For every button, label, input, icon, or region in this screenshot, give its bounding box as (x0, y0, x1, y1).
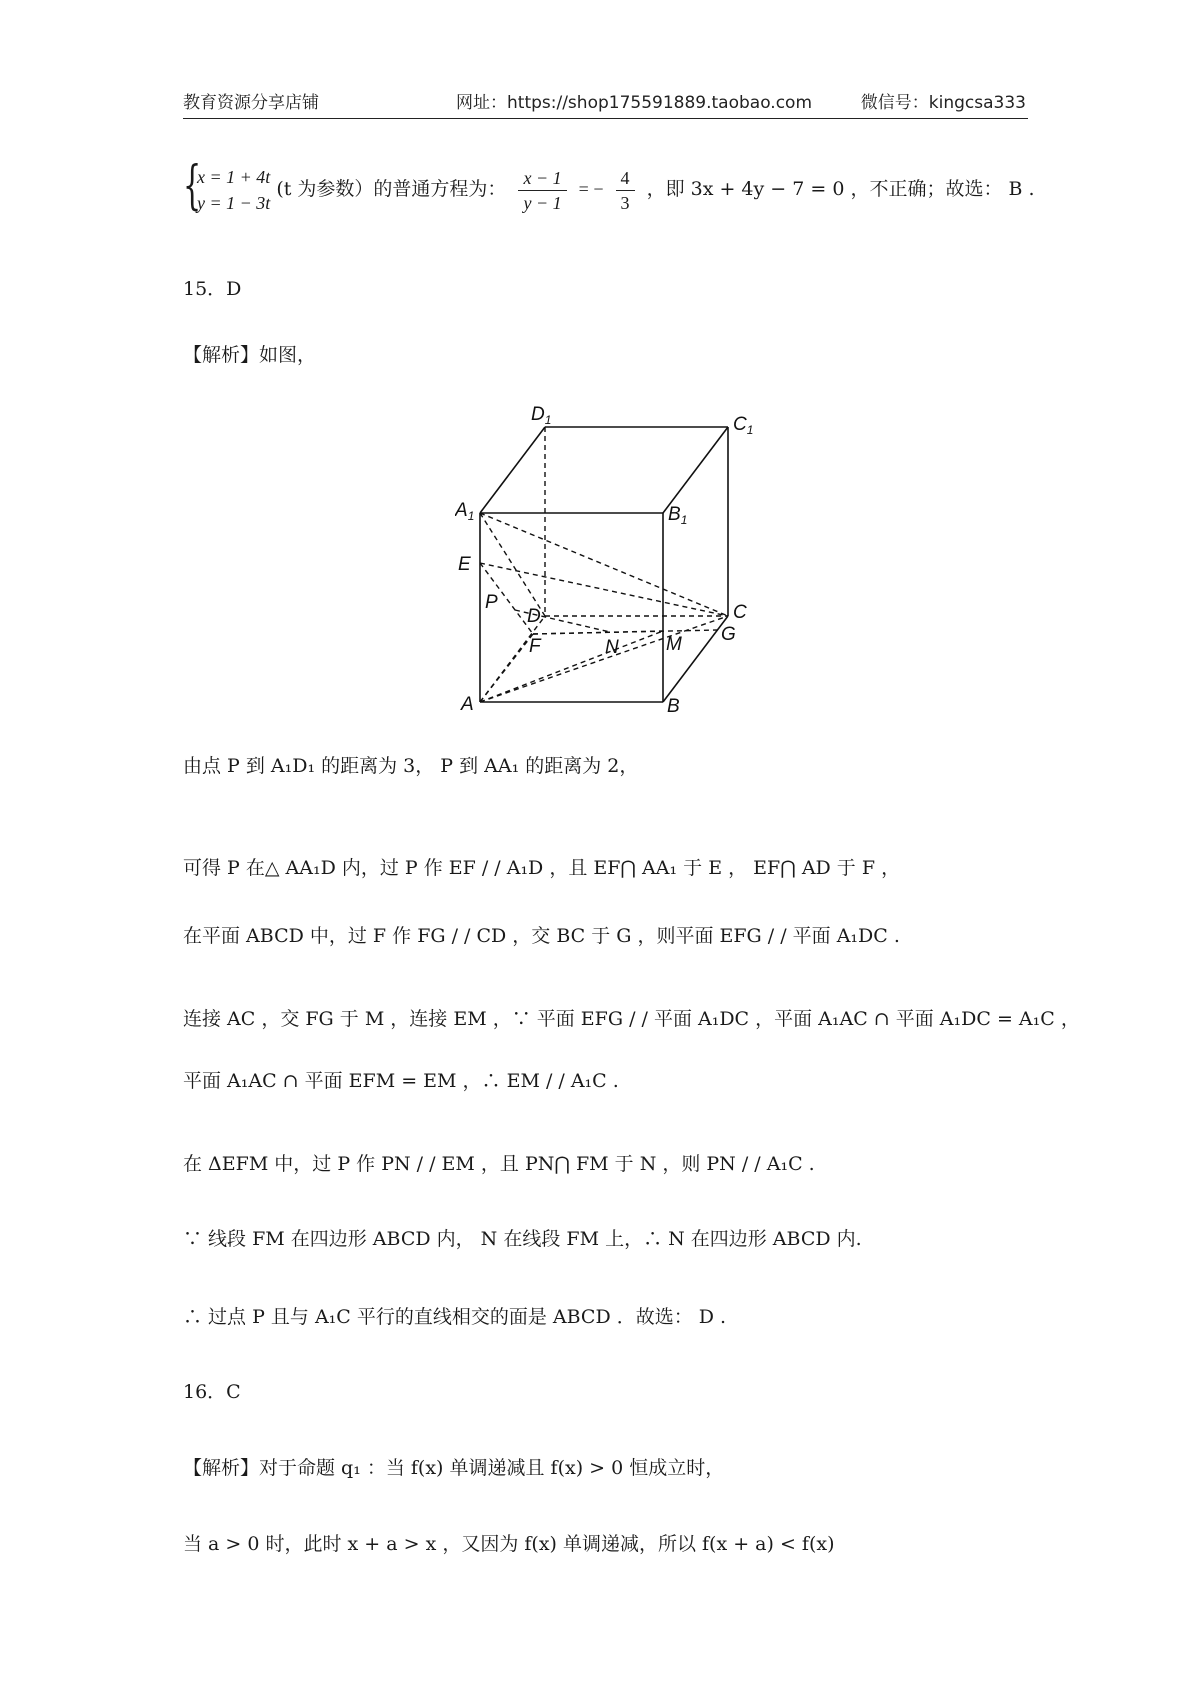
fraction-xy (518, 166, 566, 215)
fraction-four-thirds (616, 166, 635, 215)
label-N: N (605, 637, 619, 658)
label-F: F (529, 636, 541, 657)
label-D: D (527, 606, 541, 627)
label-P: P (485, 592, 498, 613)
fraction2-denominator: 3 (620, 192, 630, 213)
header-wechat: 微信号：kingcsa333 (860, 93, 1026, 113)
header-url[interactable]: 网址：https://shop175591889.taobao.com (456, 93, 813, 113)
equals-minus: = − (578, 179, 604, 199)
label-D1: $D_1$ (531, 404, 552, 427)
solution-line-2: 可得 P 在△ AA₁D 内，过 P 作 EF / / A₁D ，且 EF⋂ AA₁ 于 E ， EF⋂ AD 于 F ， (183, 857, 901, 879)
solution-line-8: ∴ 过点 P 且与 A₁C 平行的直线相交的面是 ABCD ．故选： D . (183, 1306, 727, 1328)
analysis-16-line-1: 【解析】对于命题 q₁ ：当 f(x) 单调递减且 f(x) > 0 恒成立时， (183, 1457, 725, 1479)
param-note: (t 为参数）的普通方程为： (276, 178, 507, 200)
question-15-answer: 15．D (183, 278, 242, 300)
label-C1: $C_1$ (733, 414, 754, 437)
question-16-answer: 16．C (183, 1381, 241, 1403)
cube-figure (455, 400, 785, 720)
system-brace: { (183, 156, 202, 216)
page-header (183, 84, 1028, 119)
cube-vertex-labels (455, 404, 753, 717)
label-E: E (458, 554, 471, 575)
label-G: G (721, 624, 736, 645)
fraction-denominator: y − 1 (523, 192, 562, 213)
solution-line-7: ∵ 线段 FM 在四边形 ABCD 内， N 在线段 FM 上，∴ N 在四边形 ABCD 内. (183, 1228, 862, 1250)
label-B1: $B_1$ (668, 504, 688, 527)
label-A: A (461, 694, 474, 715)
system-row-x: x = 1 + 4t (197, 167, 271, 187)
fraction-numerator: x − 1 (518, 166, 566, 191)
solution-line-6: 在 ΔEFM 中，过 P 作 PN / / EM ，且 PN⋂ FM 于 N ，则 PN / / A₁C . (183, 1153, 815, 1175)
solution-line-1: 由点 P 到 A₁D₁ 的距离为 3， P 到 AA₁ 的距离为 2， (183, 755, 639, 777)
solution-line-5: 平面 A₁AC ∩ 平面 EFM = EM ，∴ EM / / A₁C . (183, 1070, 619, 1092)
label-M: M (666, 634, 682, 655)
equation-tail: ，即 3x + 4y − 7 = 0 ，不正确；故选： B . (646, 178, 1035, 200)
label-A1: $A_1$ (455, 500, 475, 523)
label-B: B (667, 696, 680, 717)
solution-line-4: 连接 AC ，交 FG 于 M ，连接 EM ，∵ 平面 EFG / / 平面 A₁DC ，平面 A₁AC ∩ 平面 A₁DC = A₁C ， (183, 1008, 1080, 1030)
cube-dashed-edges (480, 427, 728, 702)
fraction2-numerator: 4 (616, 166, 635, 191)
system-row-y: y = 1 − 3t (197, 193, 271, 213)
parametric-system (183, 156, 271, 216)
analysis-16-line-2: 当 a > 0 时，此时 x + a > x ，又因为 f(x) 单调递减，所以 f(x + a) < f(x) (183, 1533, 835, 1555)
cube-solid-edges (480, 427, 728, 702)
equation-line (183, 156, 1035, 216)
analysis-15-intro: 【解析】如图， (183, 344, 317, 366)
header-shop-name: 教育资源分享店铺 (183, 93, 319, 113)
label-C: C (733, 602, 747, 623)
solution-line-3: 在平面 ABCD 中，过 F 作 FG / / CD ，交 BC 于 G ，则平面 EFG / / 平面 A₁DC . (183, 925, 900, 947)
